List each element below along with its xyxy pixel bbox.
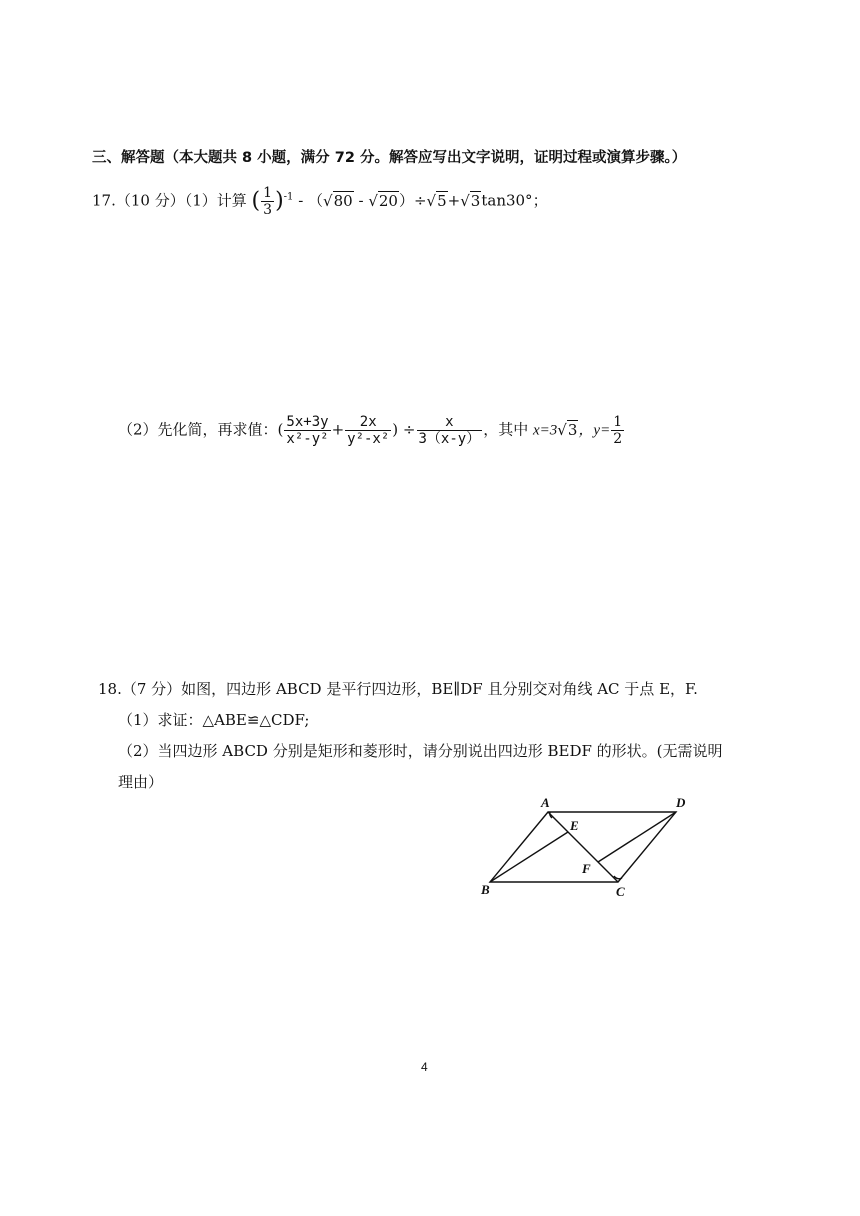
label-d: D — [676, 795, 686, 810]
label-e: E — [570, 818, 579, 833]
q17-part1-label: （1）计算 — [184, 191, 247, 210]
sqrt-20: √20 — [368, 191, 398, 210]
fraction-one-third: $\frac{1}{3}$ — [263, 185, 273, 218]
sqrt-3-x: √3 — [557, 420, 578, 439]
section-header: 三、解答题（本大题共 8 小题，满分 72 分。解答应写出文字说明，证明过程或演算步骤。） — [92, 150, 687, 166]
q17-part2: （2）先化简，再求值：( $\frac{5x+3y}{\text{x²-y²}}$ + $\frac{2x}{\text{y²-x²}}$ ) ÷ $\frac{x}{3(x-y)}$ ，其中 x=3√3，y= $\frac{1}{2}$ — [118, 414, 623, 447]
q18-stem — [98, 679, 698, 699]
q17-part1: 17.（10 分）（1）计算 ( $\frac{1}{3}$ )$^{-1}$ - （√80 - √20）÷√5+√3tan30°； — [92, 185, 548, 218]
sqrt-5: √5 — [426, 191, 447, 210]
segment-be — [490, 832, 568, 882]
q18-stem-text: 如图，四边形 ABCD 是平行四边形，BE∥DF 且分别交对角线 AC 于点 E，F. — [181, 680, 698, 698]
label-a: A — [541, 795, 550, 810]
label-c: C — [616, 884, 625, 899]
fraction-half: $\frac{1}{2}$ — [613, 414, 623, 447]
x-value: x=3 — [533, 422, 558, 439]
q18-score: （7 分） — [121, 680, 182, 698]
exponent: -1 — [283, 191, 294, 203]
fraction-2: $\frac{2x}{\text{y²-x²}}$ — [347, 414, 390, 447]
close-paren: ) — [275, 188, 284, 214]
q17-part2-label: （2）先化简，再求值： — [118, 420, 278, 439]
parallelogram-figure — [470, 790, 710, 900]
q18-part1: （1）求证：△ABE≌△CDF; — [118, 711, 310, 729]
q18-part2-line1: （2）当四边形 ABCD 分别是矩形和菱形时，请分别说出四边形 BEDF 的形状。(无需说明 — [118, 742, 723, 760]
sqrt-80: √80 — [323, 191, 353, 210]
y-label: ，y= — [578, 422, 611, 439]
label-f: F — [582, 861, 591, 876]
label-b: B — [481, 882, 490, 897]
fraction-1: $\frac{5x+3y}{\text{x²-y²}}$ — [286, 414, 329, 447]
q18-part2-line2: 理由） — [118, 773, 164, 791]
q17-number: 17. — [92, 191, 116, 210]
open-paren: ( — [251, 188, 261, 214]
q17-score: （10 分） — [115, 191, 185, 210]
page-number: 4 — [421, 1060, 428, 1074]
fraction-3: $\frac{x}{3(x-y)}$ — [418, 414, 481, 447]
q18-number: 18. — [98, 680, 122, 698]
segment-df — [598, 812, 676, 862]
sqrt-3: √3 — [460, 191, 481, 210]
minus-sign: - — [298, 191, 304, 210]
tan-term: tan30° — [481, 191, 533, 210]
